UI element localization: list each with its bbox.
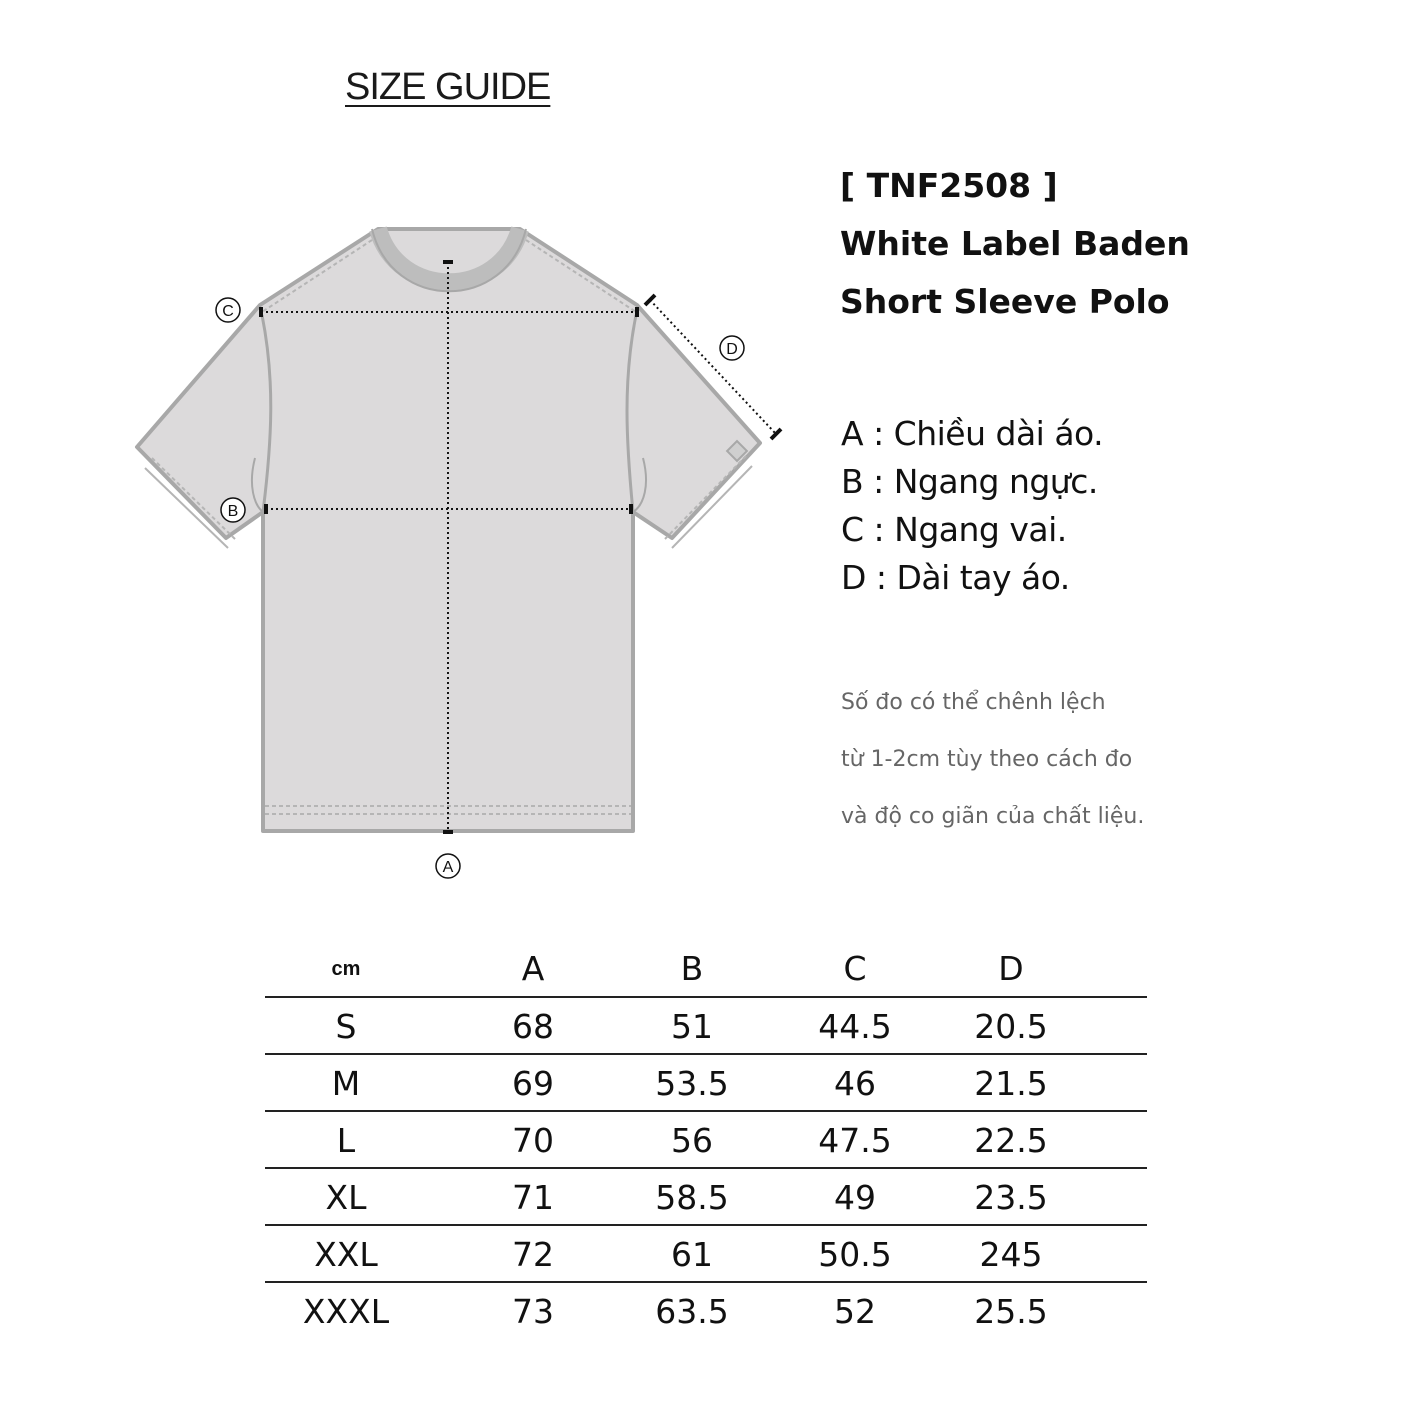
note-line-2: từ 1-2cm tùy theo cách đo (841, 747, 1133, 772)
cell-a: 70 (512, 1121, 554, 1160)
label-d: D (726, 341, 738, 358)
size-guide-title: SIZE GUIDE (345, 66, 551, 108)
cell-d: 21.5 (974, 1064, 1048, 1103)
table-row (265, 1283, 1147, 1340)
cell-c: 50.5 (818, 1235, 892, 1274)
label-c: C (222, 303, 234, 320)
cell-d: 245 (979, 1235, 1043, 1274)
header-unit: cm (331, 958, 361, 980)
cell-b: 56 (671, 1121, 713, 1160)
header-c: C (843, 949, 867, 988)
table-row (265, 1226, 1147, 1283)
cell-size: XL (325, 1178, 367, 1217)
table-row (265, 1169, 1147, 1226)
header-a: A (521, 949, 545, 988)
cell-d: 23.5 (974, 1178, 1048, 1217)
shirt-diagram (120, 210, 800, 900)
table-row (265, 1055, 1147, 1112)
cell-a: 68 (512, 1007, 554, 1046)
cell-a: 73 (512, 1292, 554, 1331)
label-d-marker (720, 336, 744, 360)
cell-size: S (335, 1007, 357, 1046)
cell-size: XXXL (302, 1292, 390, 1331)
note-line-1: Số đo có thể chênh lệch (841, 690, 1106, 715)
header-d: D (998, 949, 1024, 988)
cell-b: 61 (671, 1235, 713, 1274)
cell-size: XXL (314, 1235, 378, 1274)
legend-b: B : Ngang ngực. (841, 462, 1098, 501)
table-header-row (265, 940, 1147, 998)
label-c-marker (216, 298, 240, 322)
cell-b: 63.5 (655, 1292, 729, 1331)
product-code: [ TNF2508 ] (840, 166, 1058, 205)
note-line-3: và độ co giãn của chất liệu. (841, 804, 1145, 829)
cell-size: L (336, 1121, 356, 1160)
table-row (265, 998, 1147, 1055)
legend-c: C : Ngang vai. (841, 510, 1067, 549)
product-name-line-1: White Label Baden (840, 224, 1190, 263)
cell-d: 22.5 (974, 1121, 1048, 1160)
cell-a: 71 (512, 1178, 554, 1217)
cell-c: 49 (834, 1178, 876, 1217)
cell-b: 58.5 (655, 1178, 729, 1217)
cell-c: 52 (834, 1292, 876, 1331)
cell-a: 69 (512, 1064, 554, 1103)
cell-c: 44.5 (818, 1007, 892, 1046)
table-row (265, 1112, 1147, 1169)
label-b: B (227, 503, 239, 520)
label-a-marker (436, 854, 460, 878)
cell-c: 47.5 (818, 1121, 892, 1160)
cell-b: 53.5 (655, 1064, 729, 1103)
cell-d: 20.5 (974, 1007, 1048, 1046)
cell-c: 46 (834, 1064, 876, 1103)
header-b: B (680, 949, 704, 988)
label-a: A (442, 859, 454, 876)
legend-d: D : Dài tay áo. (841, 558, 1070, 597)
cell-b: 51 (671, 1007, 713, 1046)
size-table (265, 940, 1147, 1340)
cell-a: 72 (512, 1235, 554, 1274)
cell-size: M (331, 1064, 361, 1103)
product-name-line-2: Short Sleeve Polo (840, 282, 1170, 321)
legend-a: A : Chiều dài áo. (841, 414, 1104, 453)
label-b-marker (221, 498, 245, 522)
cell-d: 25.5 (974, 1292, 1048, 1331)
